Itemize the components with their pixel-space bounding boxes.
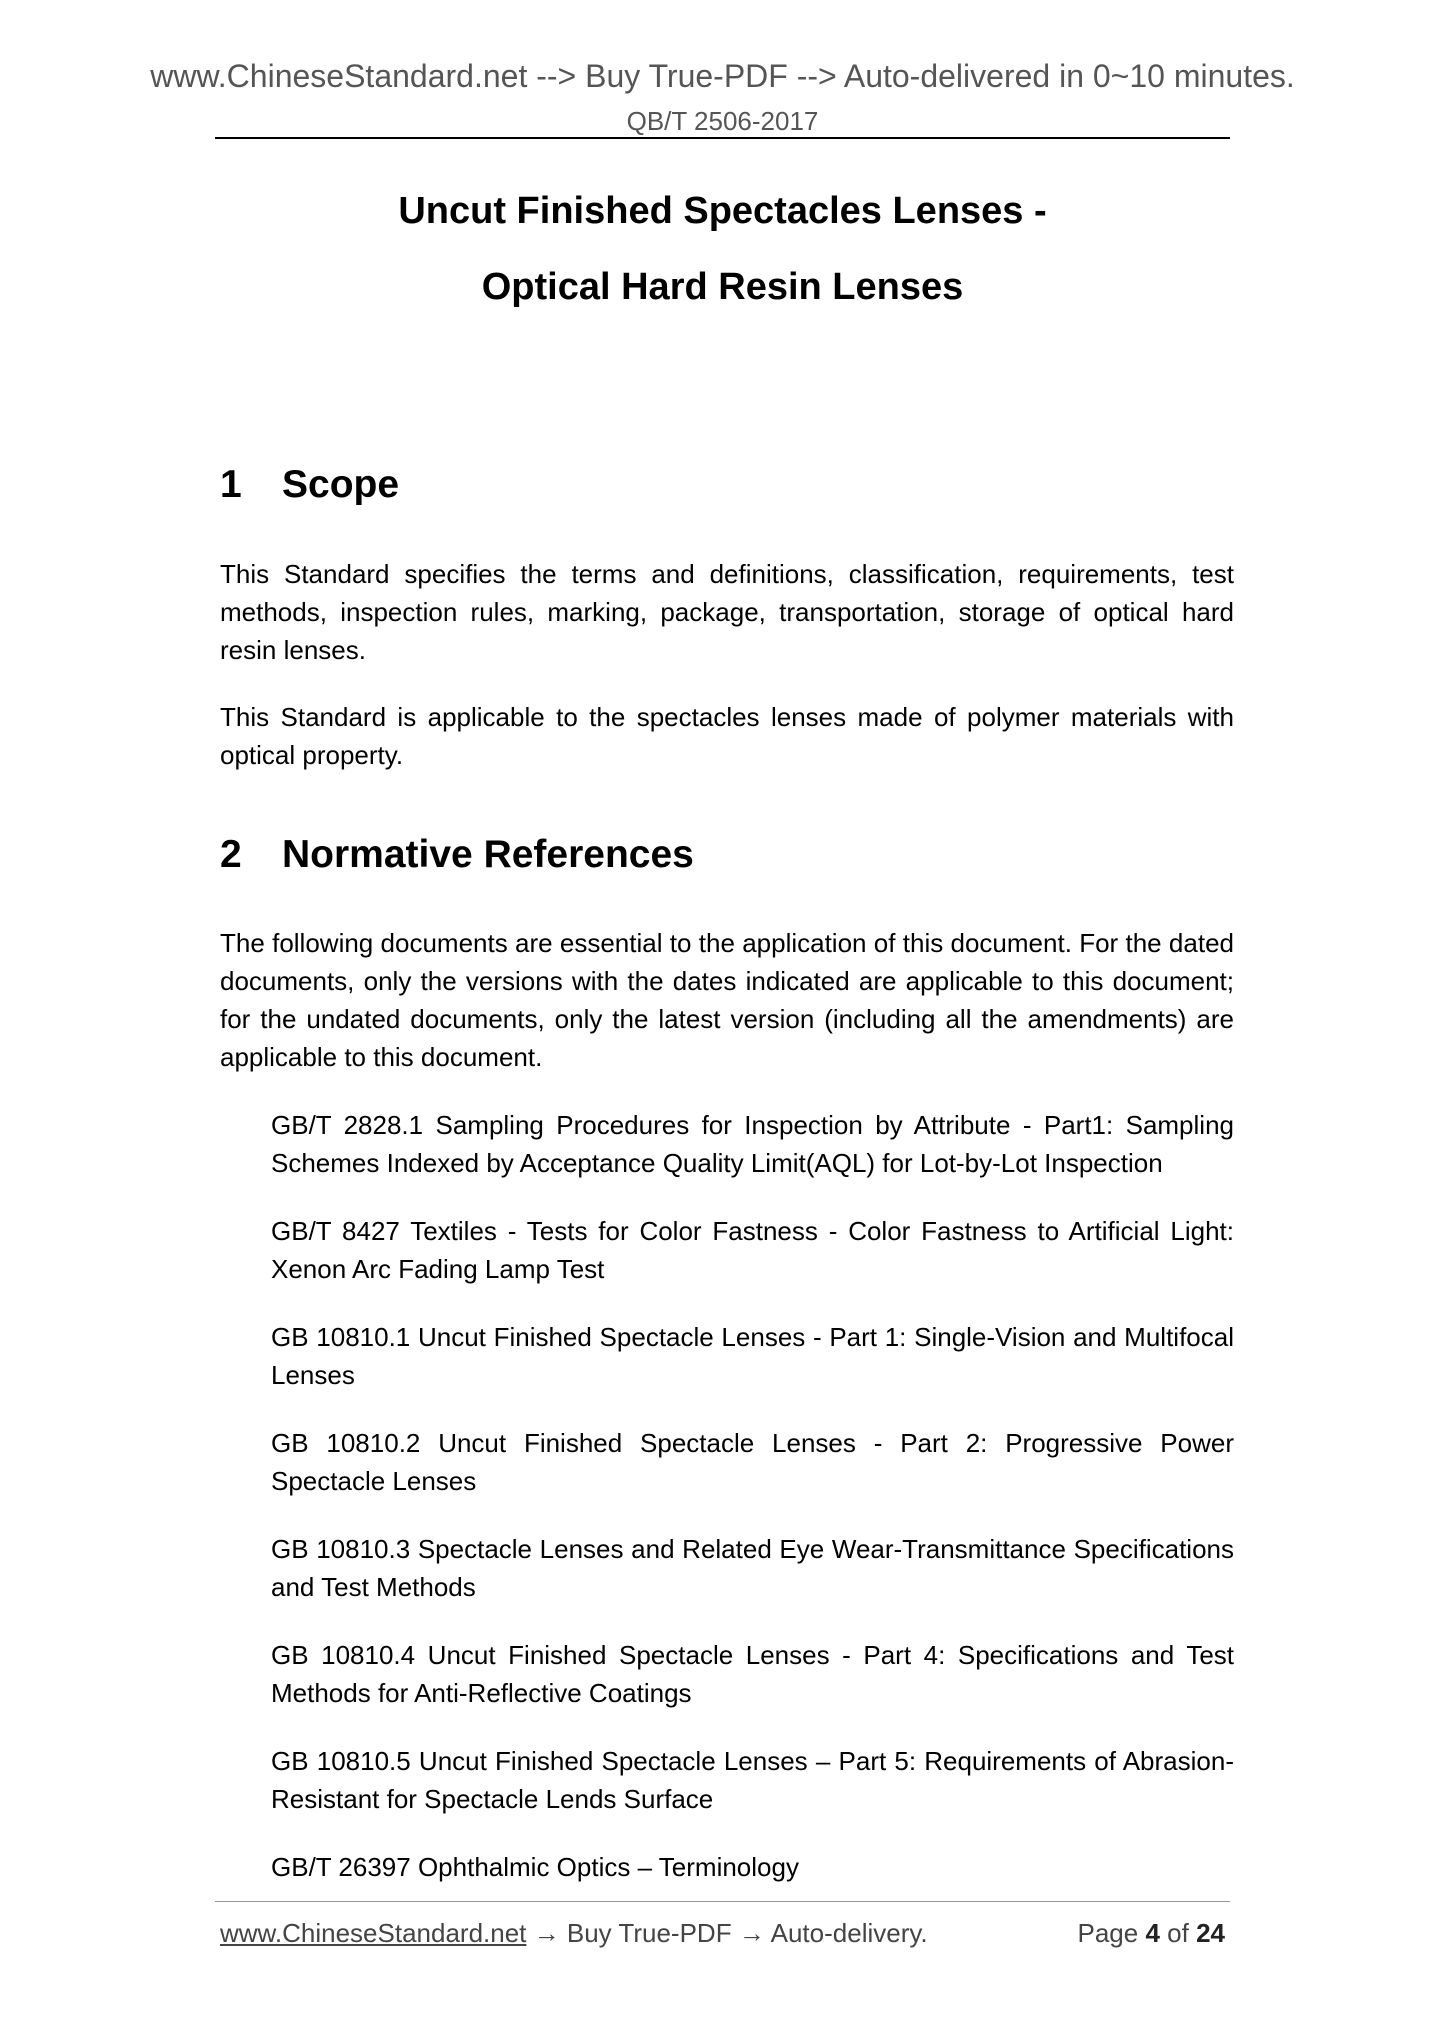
section-number: 1: [220, 463, 242, 506]
footer-buy-text: Buy True-PDF: [566, 1918, 732, 1948]
reference-item: GB/T 8427 Textiles - Tests for Color Fastness - Color Fastness to Artificial Light: Xenon Arc Fading Lamp Test: [271, 1216, 1234, 1284]
document-title-line1: Uncut Finished Spectacles Lenses -: [398, 190, 1047, 232]
section-number: 2: [220, 833, 242, 876]
reference-item: GB/T 26397 Ophthalmic Optics – Terminology: [271, 1852, 799, 1882]
section-title: Normative References: [282, 833, 694, 876]
arrow-right-icon: →: [533, 1918, 560, 1948]
footer-divider: [215, 1901, 1230, 1902]
arrow-right-icon: →: [738, 1918, 765, 1948]
reference-item: GB 10810.2 Uncut Finished Spectacle Lenses - Part 2: Progressive Power Spectacle Lenses: [271, 1428, 1234, 1496]
page-of: of: [1167, 1918, 1189, 1948]
page-label: Page: [1077, 1918, 1139, 1948]
reference-item: GB 10810.4 Uncut Finished Spectacle Lenses - Part 4: Specifications and Test Methods for Anti-Reflective Coatings: [271, 1640, 1234, 1708]
section-heading-normative-references: [220, 833, 694, 877]
page-total: 24: [1196, 1918, 1225, 1948]
scope-paragraph-2: This Standard is applicable to the spectacles lenses made of polymer materials with optical property.: [220, 702, 1234, 770]
reference-item: GB 10810.3 Spectacle Lenses and Related Eye Wear-Transmittance Specifications and Test Methods: [271, 1534, 1234, 1602]
reference-item: GB 10810.1 Uncut Finished Spectacle Lenses - Part 1: Single-Vision and Multifocal Lenses: [271, 1322, 1234, 1390]
reference-item: GB 10810.5 Uncut Finished Spectacle Lenses – Part 5: Requirements of Abrasion-Resistant for Spectacle Lends Surface: [271, 1746, 1234, 1814]
section-heading-scope: [220, 463, 399, 507]
header-banner: www.ChineseStandard.net --> Buy True-PDF --> Auto-delivered in 0~10 minutes.: [150, 58, 1295, 94]
footer-site-link[interactable]: www.ChineseStandard.net: [220, 1918, 527, 1948]
page-current: 4: [1145, 1918, 1160, 1948]
header-divider: [215, 137, 1230, 139]
page-number: [1077, 1918, 1225, 1949]
document-code: QB/T 2506-2017: [626, 106, 819, 136]
document-title-line2: Optical Hard Resin Lenses: [481, 266, 964, 308]
scope-paragraph-1: This Standard specifies the terms and definitions, classification, requirements, test methods, inspection rules, marking, package, transportation, storage of optical hard resin lenses.: [220, 559, 1234, 665]
section-title: Scope: [282, 463, 400, 506]
footer-auto-text: Auto-delivery.: [770, 1918, 928, 1948]
footer-promo: [220, 1918, 928, 1949]
references-intro-paragraph: The following documents are essential to the application of this document. For the dated documents, only the versions with the dates indicated are applicable to this document; for the undated documents, only the latest version (including all the amendments) are applicable to this document.: [220, 928, 1234, 1072]
reference-item: GB/T 2828.1 Sampling Procedures for Inspection by Attribute - Part1: Sampling Schemes Indexed by Acceptance Quality Limit(AQL) for Lot-by-Lot Inspection: [271, 1110, 1234, 1178]
